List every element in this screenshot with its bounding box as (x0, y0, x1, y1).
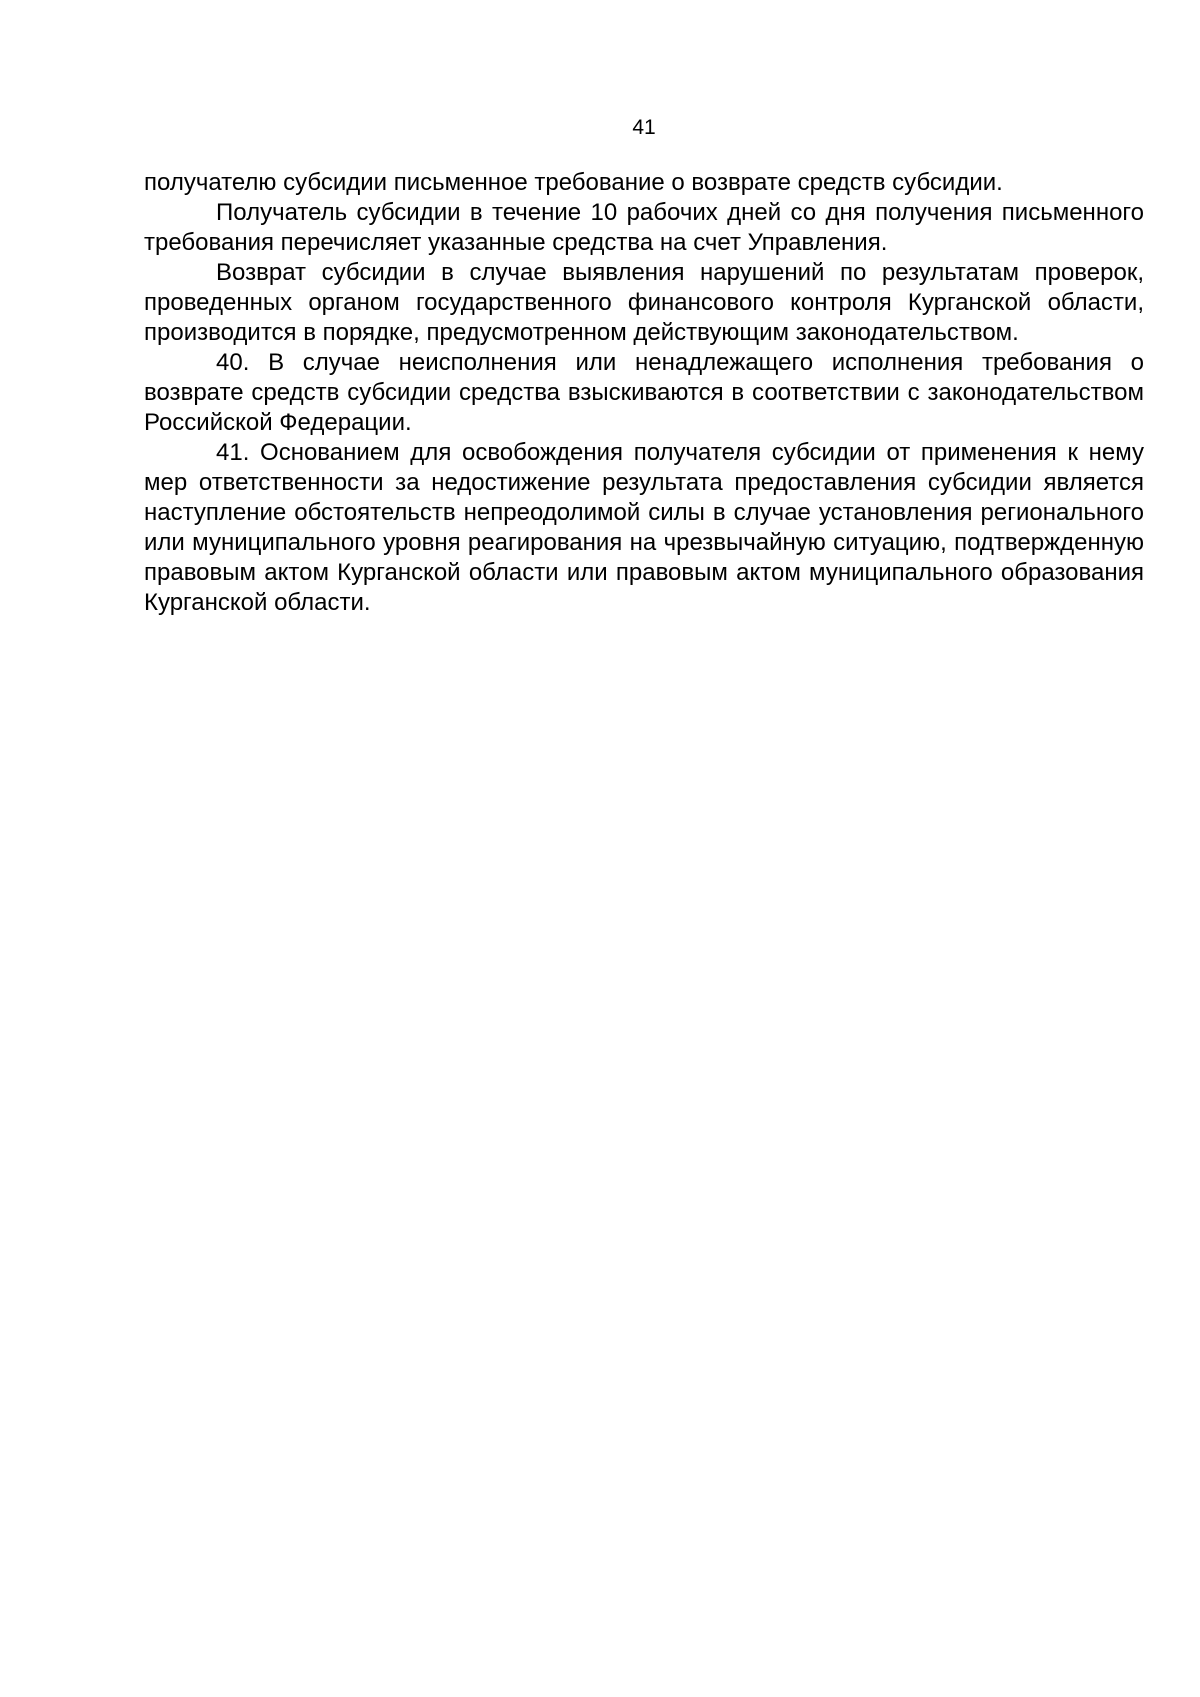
paragraph-clause-41: 41. Основанием для освобождения получателя субсидии от применения к нему мер ответственности за недостижение результата предоставления субсидии является наступление обстоятельств непреодолимой силы в случае установления регионального или муниципального уровня реагирования на чрезвычайную ситуацию, подтвержденную правовым актом Курганской области или правовым актом муниципального образования Курганской области. (144, 439, 1144, 616)
paragraph-clause-40: 40. В случае неисполнения или ненадлежащего исполнения требования о возврате средств субсидии средства взыскиваются в соответствии с законодательством Российской Федерации. (144, 349, 1144, 436)
paragraph-continuation: получателю субсидии письменное требование о возврате средств субсидии. (144, 169, 1003, 196)
page-number: 41 (632, 116, 656, 139)
paragraph-return-deadline: Получатель субсидии в течение 10 рабочих дней со дня получения письменного требования перечисляет указанные средства на счет Управления. (144, 199, 1144, 256)
paragraph-return-on-violations: Возврат субсидии в случае выявления нарушений по результатам проверок, проведенных органом государственного финансового контроля Курганской области, производится в порядке, предусмотренном действующим законодательством. (144, 259, 1144, 346)
document-body (144, 168, 1144, 618)
